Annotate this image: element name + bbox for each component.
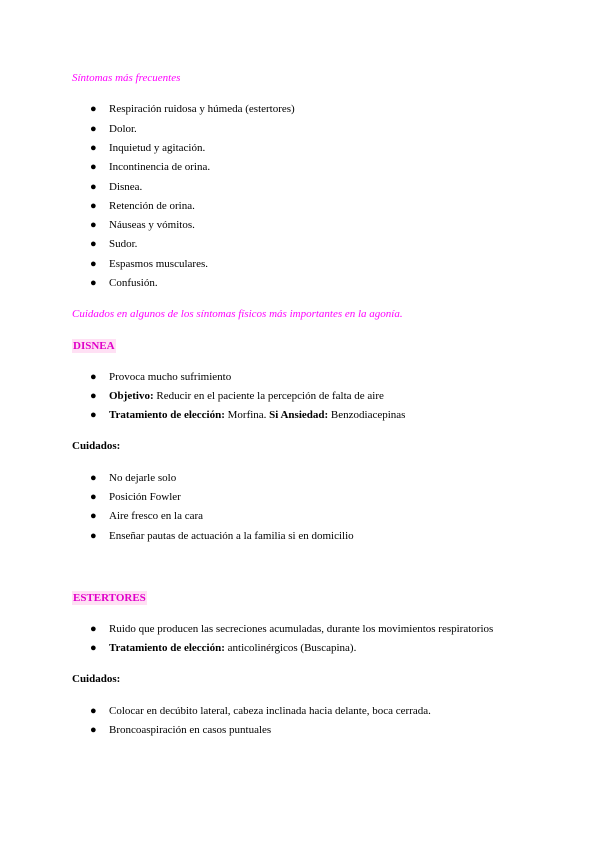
objetivo-text: Reducir en el paciente la percepción de falta de aire [153, 390, 384, 402]
estertores-heading: ESTERTORES [73, 592, 146, 604]
bullet-icon: ● [90, 409, 97, 421]
list-item-text: Provoca mucho sufrimiento [109, 371, 232, 383]
list-item-text [109, 390, 384, 403]
list-item-text: Confusión. [109, 277, 158, 289]
list-item-text [109, 409, 405, 422]
bullet-icon: ● [90, 161, 97, 173]
list-item-text: Retención de orina. [109, 200, 195, 212]
bullet-icon: ● [90, 472, 97, 484]
bullet-icon: ● [90, 371, 97, 383]
list-item-text: Sudor. [109, 238, 138, 250]
list-item-text: Disnea. [109, 181, 143, 193]
disnea-heading: DISNEA [73, 340, 115, 352]
bullet-icon: ● [90, 219, 97, 231]
cuidados-intro: Cuidados en algunos de los síntomas físicos más importantes en la agonía. [72, 308, 403, 320]
list-item-text: Espasmos musculares. [109, 258, 208, 270]
objetivo-label: Objetivo: [109, 390, 154, 402]
tratamiento-label: Tratamiento de elección: [109, 409, 225, 421]
sintomas-heading: Síntomas más frecuentes [72, 72, 181, 84]
bullet-icon: ● [90, 623, 97, 635]
bullet-icon: ● [90, 642, 97, 654]
bullet-icon: ● [90, 724, 97, 736]
disnea-cuidados-label: Cuidados: [72, 440, 121, 452]
list-item-text: Incontinencia de orina. [109, 161, 211, 173]
list-item-text: Náuseas y vómitos. [109, 219, 195, 231]
list-item-text: Enseñar pautas de actuación a la familia si en domicilio [109, 530, 354, 542]
bullet-icon: ● [90, 705, 97, 717]
bullet-icon: ● [90, 142, 97, 154]
bullet-icon: ● [90, 510, 97, 522]
list-item-text: Ruido que producen las secreciones acumuladas, durante los movimientos respiratorios [109, 623, 494, 635]
tratamiento-text: Morfina. [224, 409, 270, 421]
list-item-text: Inquietud y agitación. [109, 142, 206, 154]
bullet-icon: ● [90, 103, 97, 115]
list-item-text: No dejarle solo [109, 472, 177, 484]
bullet-icon: ● [90, 181, 97, 193]
tratamiento-label: Tratamiento de elección: [109, 642, 225, 654]
bullet-icon: ● [90, 491, 97, 503]
bullet-icon: ● [90, 530, 97, 542]
estertores-cuidados-label: Cuidados: [72, 673, 121, 685]
ansiedad-label: Si Ansiedad: [269, 409, 329, 421]
list-item-text: Broncoaspiración en casos puntuales [109, 724, 272, 736]
bullet-icon: ● [90, 390, 97, 402]
bullet-icon: ● [90, 258, 97, 270]
list-item-text: Dolor. [109, 123, 137, 135]
ansiedad-text: Benzodiacepinas [328, 409, 406, 421]
list-item-text: Respiración ruidosa y húmeda (estertores) [109, 103, 295, 115]
list-item-text: Colocar en decúbito lateral, cabeza inclinada hacia delante, boca cerrada. [109, 705, 431, 717]
list-item-text [109, 642, 356, 655]
bullet-icon: ● [90, 238, 97, 250]
bullet-icon: ● [90, 200, 97, 212]
bullet-icon: ● [90, 277, 97, 289]
bullet-icon: ● [90, 123, 97, 135]
tratamiento-text: anticolinérgicos (Buscapina). [224, 642, 357, 654]
list-item-text: Aire fresco en la cara [109, 510, 204, 522]
list-item-text: Posición Fowler [109, 491, 181, 503]
